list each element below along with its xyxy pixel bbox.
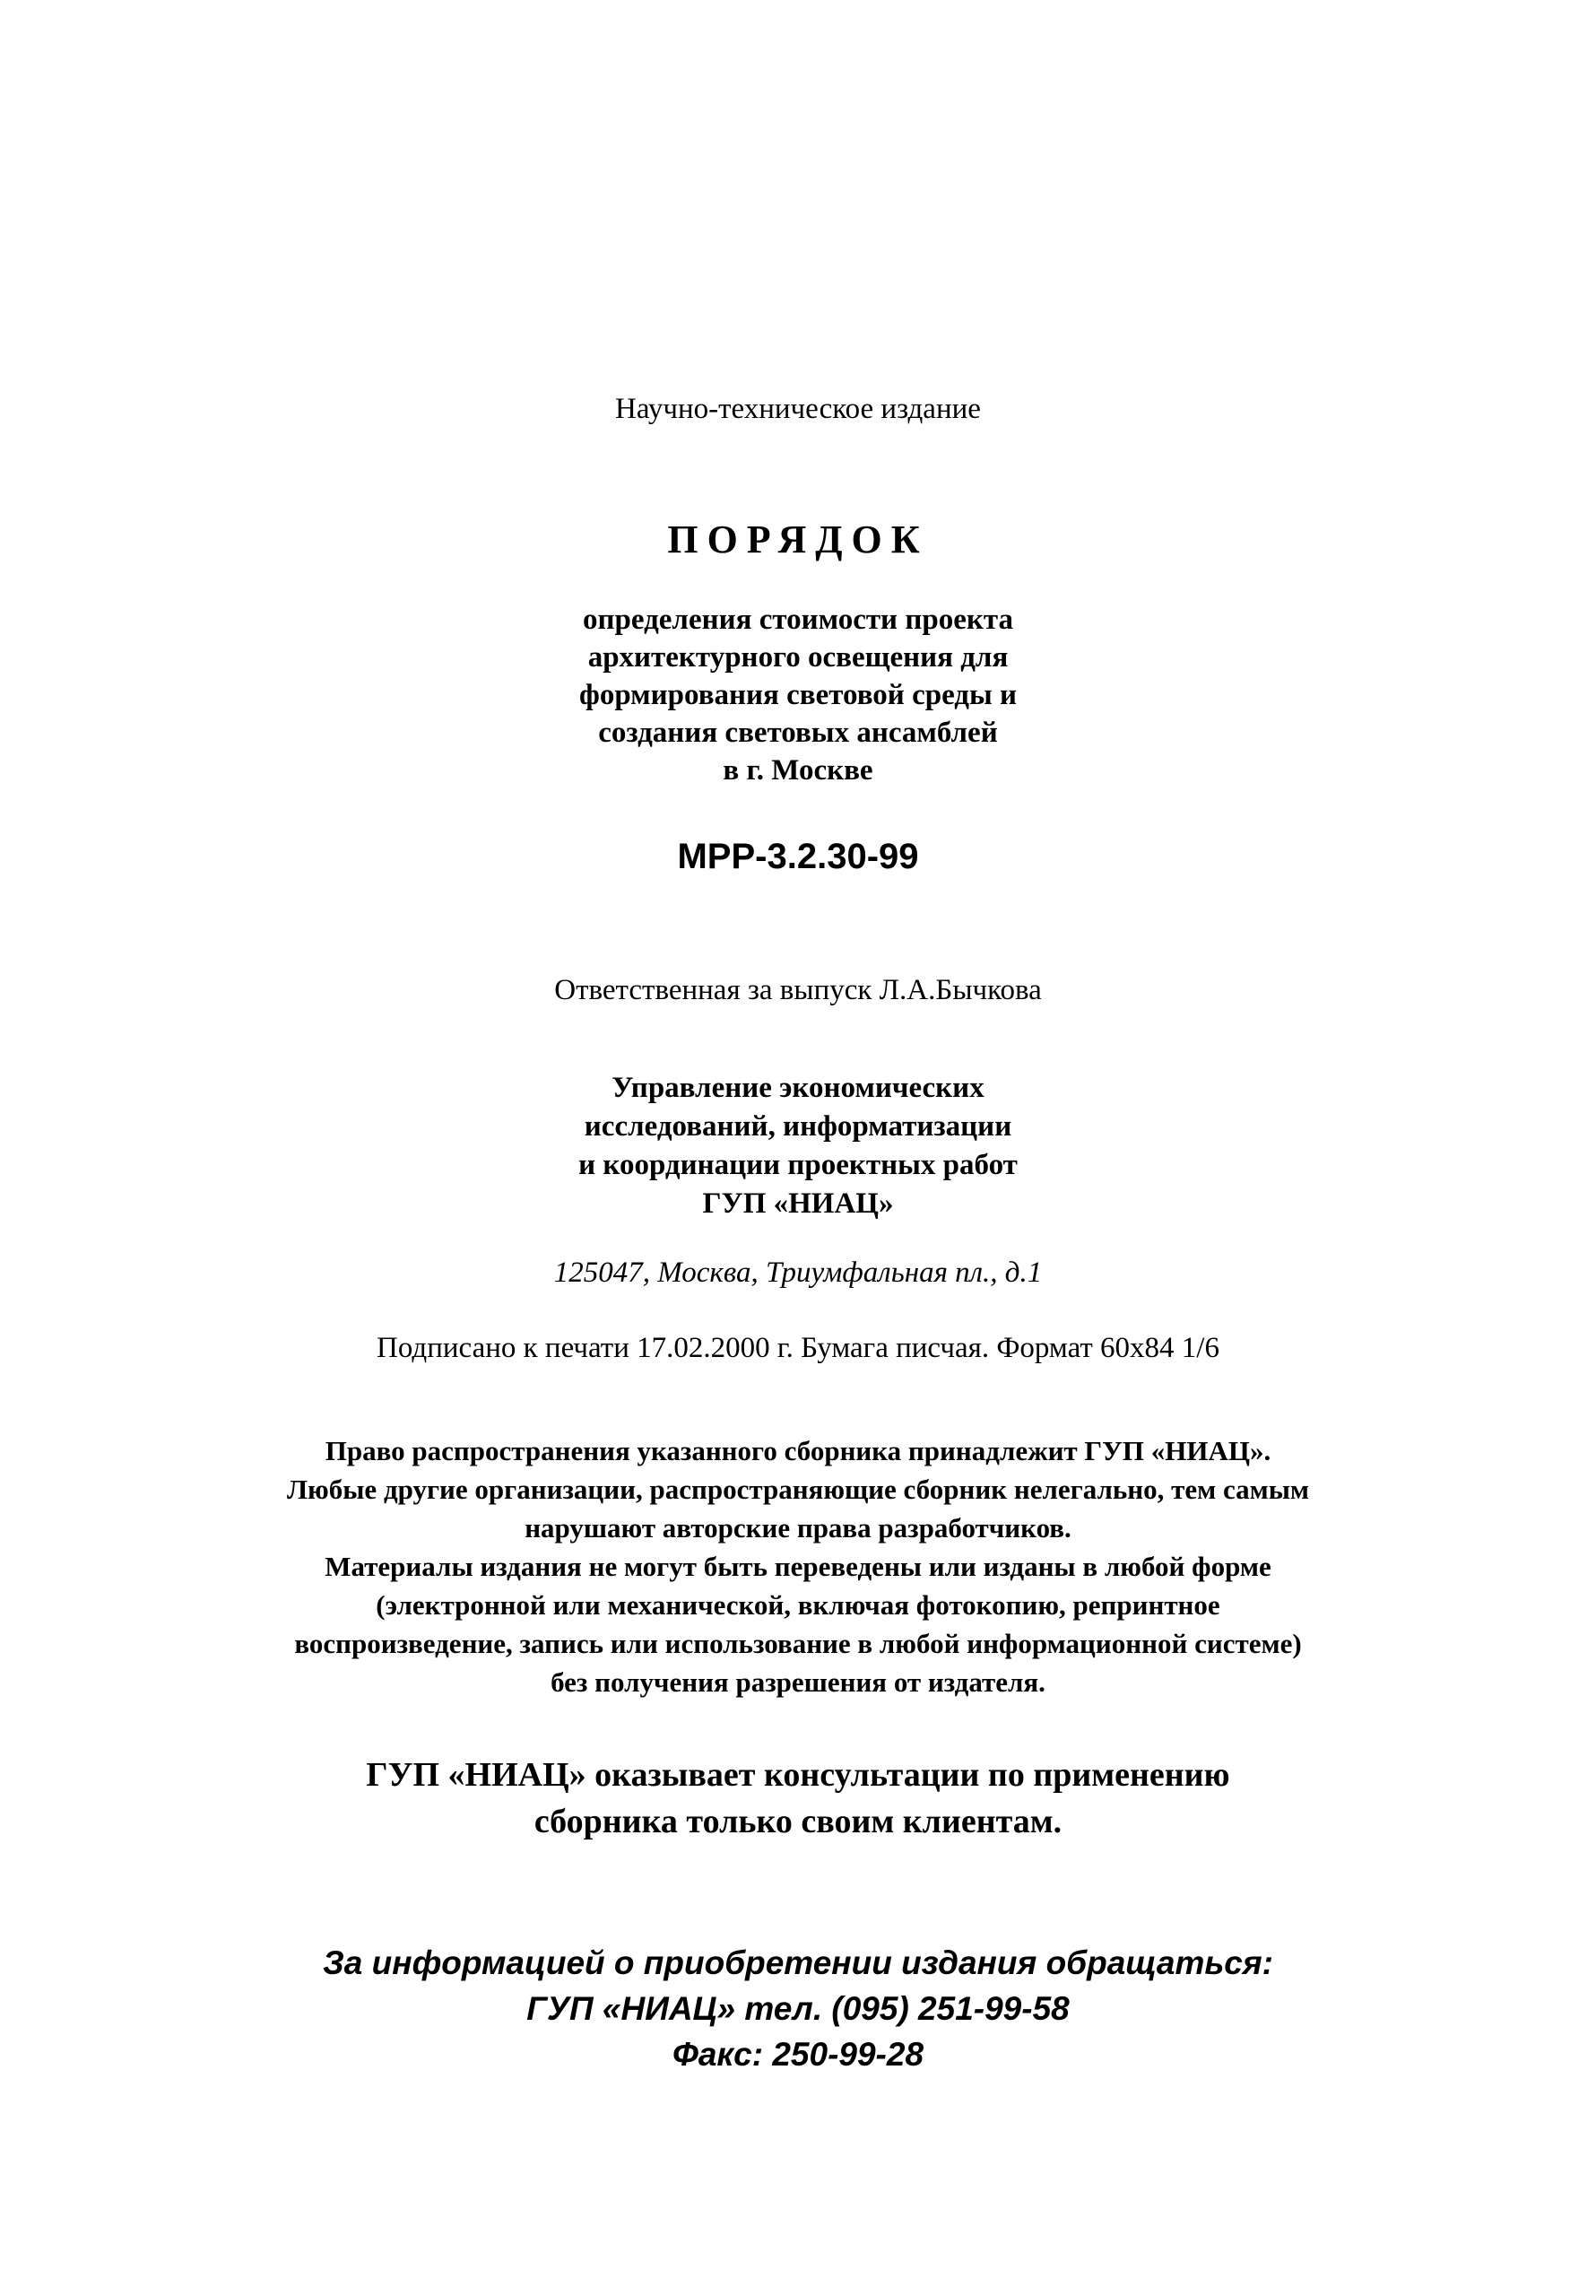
rights-line: без получения разрешения от издателя.	[551, 1666, 1045, 1698]
edition-type: Научно-техническое издание	[615, 393, 981, 425]
publisher-address: 125047, Москва, Триумфальная пл., д.1	[553, 1257, 1043, 1289]
contact-phone: ГУП «НИАЦ» тел. (095) 251-99-58	[526, 1990, 1070, 2027]
consult-line: сборника только своим клиентам.	[533, 1803, 1063, 1840]
department-line: исследований, информатизации	[584, 1110, 1012, 1143]
contact-line: За информацией о приобретении издания обращаться:	[322, 1944, 1273, 1981]
subtitle-line: формирования световой среды и	[578, 679, 1018, 711]
department-line: и координации проектных работ	[578, 1149, 1018, 1181]
print-info: Подписано к печати 17.02.2000 г. Бумага писчая. Формат 60x84 1/6	[377, 1332, 1219, 1364]
department-line: Управление экономических	[612, 1072, 984, 1104]
consult-line: ГУП «НИАЦ» оказывает консультации по применению	[366, 1756, 1230, 1794]
rights-line: (электронной или механической, включая фотокопию, репринтное	[376, 1589, 1220, 1621]
rights-line: воспроизведение, запись или использование в любой информационной системе)	[294, 1628, 1302, 1659]
subtitle-line: определения стоимости проекта	[583, 604, 1013, 636]
rights-line: нарушают авторские права разработчиков.	[525, 1512, 1071, 1544]
document-title: ПОРЯДОК	[667, 517, 929, 561]
document-code: МРР-3.2.30-99	[677, 837, 919, 876]
rights-line: Право распространения указанного сборника принадлежит ГУП «НИАЦ».	[325, 1435, 1271, 1466]
subtitle-line: создания световых ансамблей	[598, 717, 998, 749]
subtitle-line: в г. Москве	[723, 754, 873, 787]
subtitle-line: архитектурного освещения для	[587, 641, 1009, 674]
rights-line: Любые другие организации, распространяющие сборник нелегально, тем самым	[286, 1474, 1310, 1505]
rights-line: Материалы издания не могут быть переведены или изданы в любой форме	[325, 1551, 1271, 1582]
responsible-person: Ответственная за выпуск Л.А.Бычкова	[554, 974, 1042, 1006]
contact-fax: Факс: 250-99-28	[672, 2036, 924, 2073]
department-line: ГУП «НИАЦ»	[702, 1187, 894, 1220]
